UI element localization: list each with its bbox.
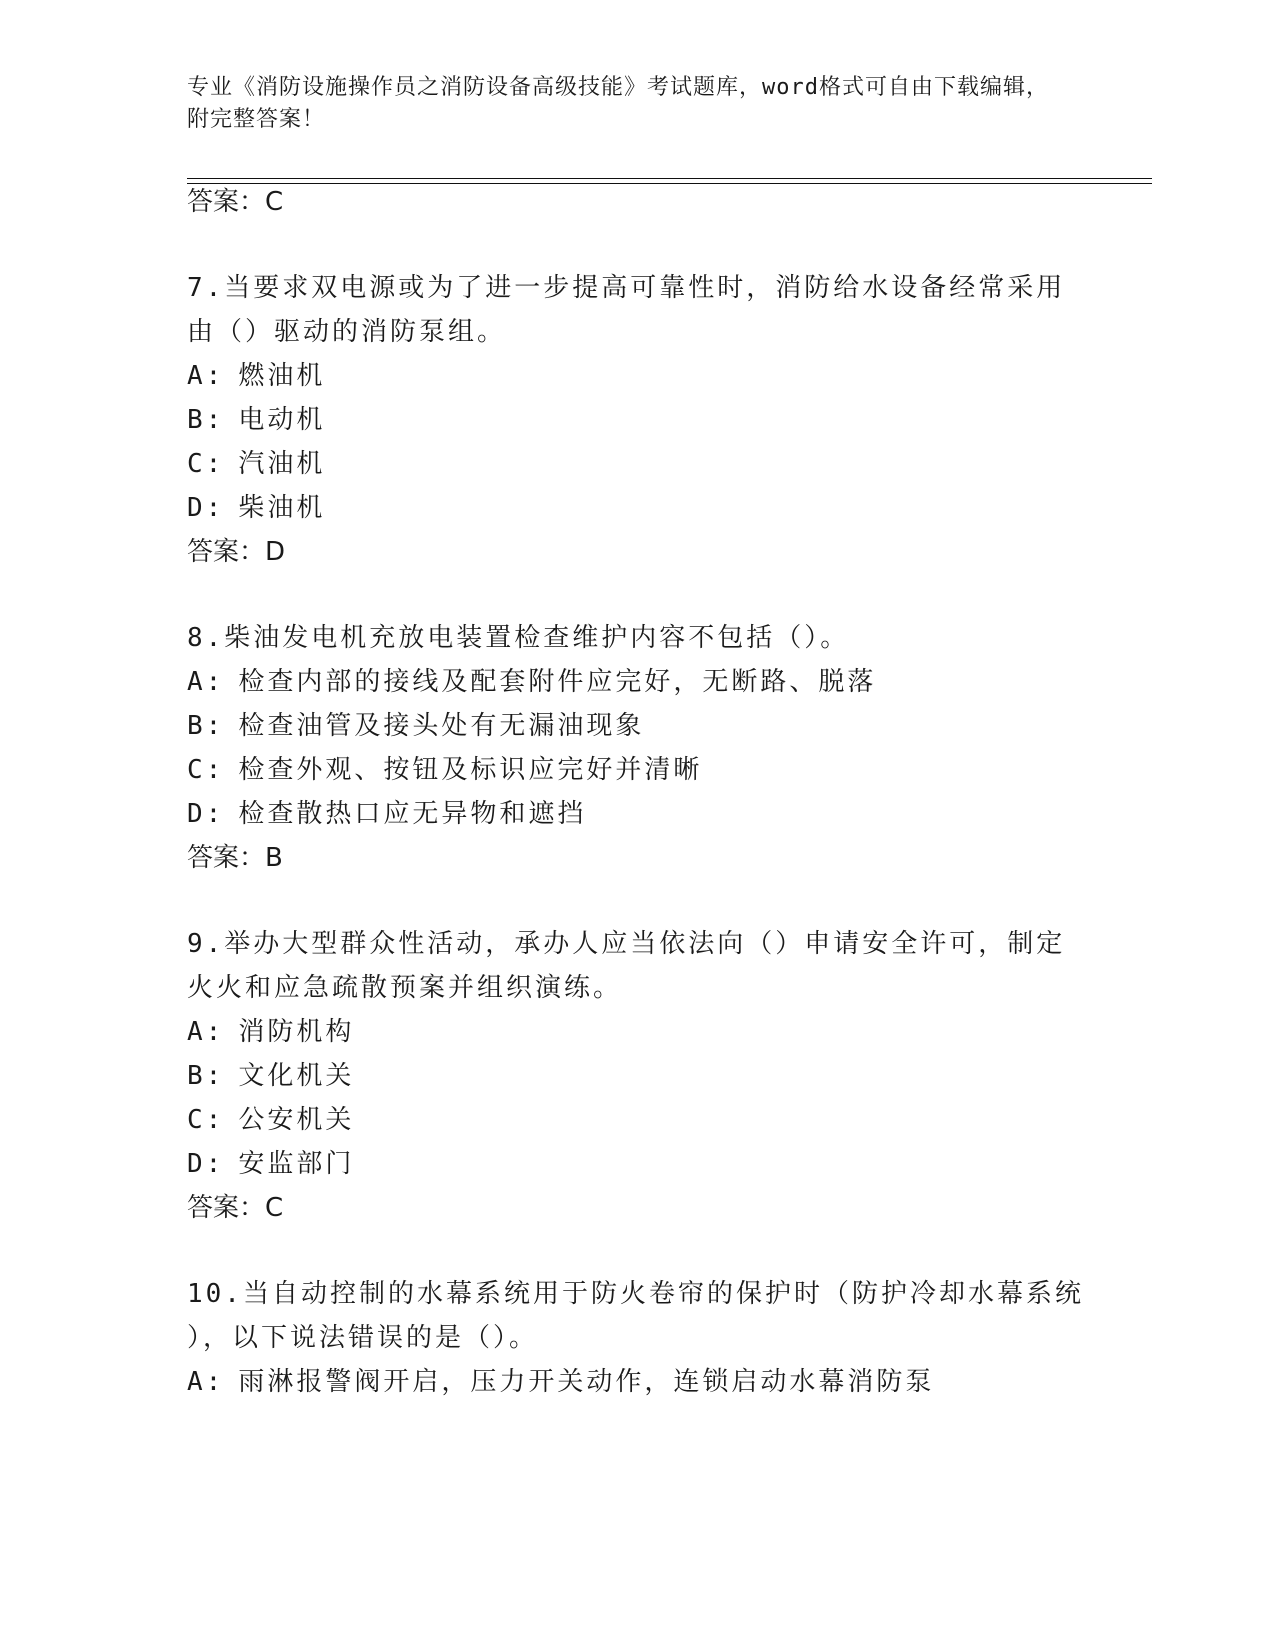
question-7-line-2: 由（）驱动的消防泵组。 xyxy=(187,317,507,347)
question-7-option-a: A: 燃油机 xyxy=(187,361,326,391)
answer-prev: 答案：C xyxy=(187,187,284,217)
question-9-option-b: B: 文化机关 xyxy=(187,1061,355,1091)
question-9-option-a: A: 消防机构 xyxy=(187,1017,355,1047)
header-intro: 专业《消防设施操作员之消防设备高级技能》考试题库，word格式可自由下载编辑，附完整答案！ xyxy=(187,75,1049,132)
question-7-answer: 答案：D xyxy=(187,537,286,567)
question-8-option-a: A: 检查内部的接线及配套附件应完好，无断路、脱落 xyxy=(187,667,877,697)
question-7-option-d: D: 柴油机 xyxy=(187,493,326,523)
question-10-line-1: 10.当自动控制的水幕系统用于防火卷帘的保护时（防护冷却水幕系统 xyxy=(187,1279,1084,1309)
question-8-option-c: C: 检查外观、按钮及标识应完好并清晰 xyxy=(187,755,703,785)
question-9-answer: 答案：C xyxy=(187,1193,284,1223)
question-8-option-d: D: 检查散热口应无异物和遮挡 xyxy=(187,799,587,829)
question-9-line-1: 9.举办大型群众性活动，承办人应当依法向（）申请安全许可，制定 xyxy=(187,929,1066,959)
question-7-line-1: 7.当要求双电源或为了进一步提高可靠性时，消防给水设备经常采用 xyxy=(187,273,1066,303)
header-rule-top xyxy=(187,178,1152,179)
question-7-option-c: C: 汽油机 xyxy=(187,449,326,479)
question-8-line-1: 8.柴油发电机充放电装置检查维护内容不包括（）。 xyxy=(187,623,850,653)
document-header xyxy=(187,72,1067,136)
header-rule-bottom xyxy=(187,183,1152,184)
question-9-option-c: C: 公安机关 xyxy=(187,1105,355,1135)
question-9-option-d: D: 安监部门 xyxy=(187,1149,355,1179)
question-8-option-b: B: 检查油管及接头处有无漏油现象 xyxy=(187,711,645,741)
question-9-line-2: 火火和应急疏散预案并组织演练。 xyxy=(187,973,623,1003)
question-7-option-b: B: 电动机 xyxy=(187,405,326,435)
question-10-line-2: ），以下说法错误的是（）。 xyxy=(187,1323,539,1353)
question-10-option-a: A: 雨淋报警阀开启，压力开关动作，连锁启动水幕消防泵 xyxy=(187,1367,935,1397)
question-8-answer: 答案：B xyxy=(187,843,283,873)
